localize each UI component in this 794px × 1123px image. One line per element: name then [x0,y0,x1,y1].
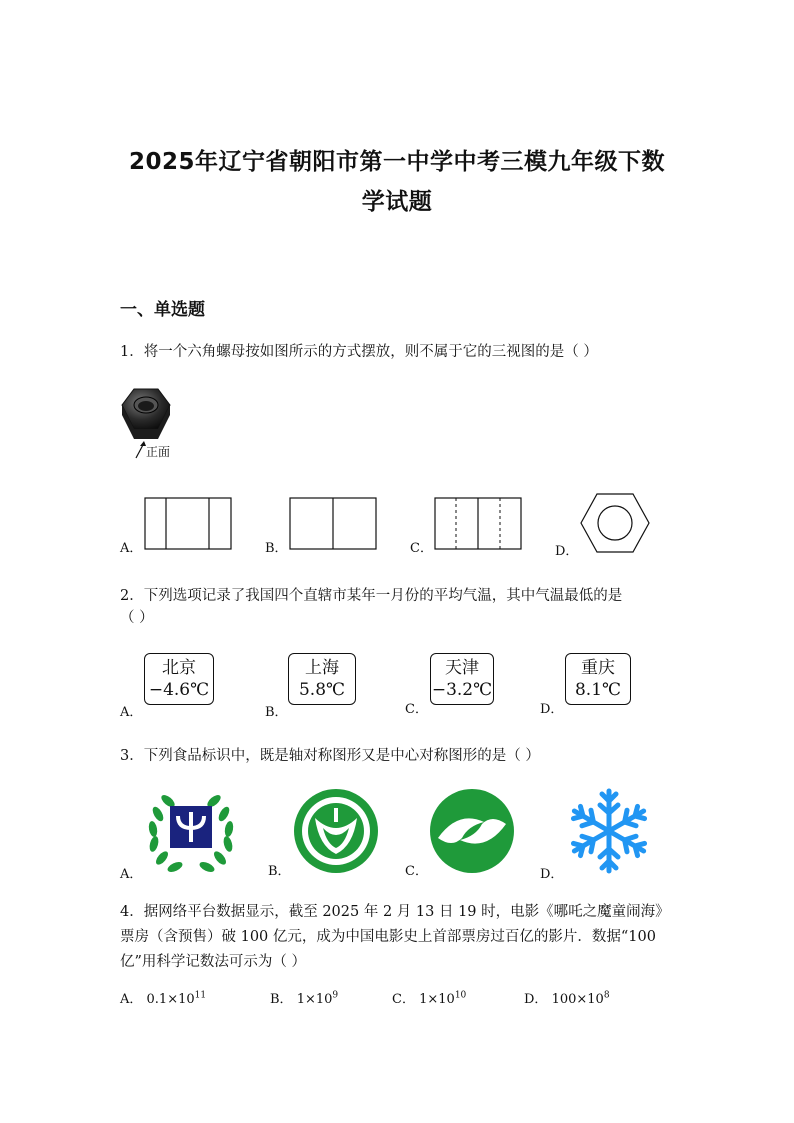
q3-option-c-label: C． [405,864,428,879]
q1-option-c-figure [434,497,524,551]
q2-option-d-sign [565,653,631,705]
q2-option-b-temp: 5.8℃ [298,680,346,700]
q2-option-d-temp: 8.1℃ [574,680,622,700]
q4-option-b-label: B． [270,992,293,1007]
question-2-stem-line2: （ ） [120,610,154,626]
q4-option-b-base: 1×10 [296,992,333,1007]
q3-option-d-snowflake-logo [566,786,652,876]
q1-option-d-figure [577,491,653,555]
front-label: 正面 [146,445,171,459]
q4-option-b-exp: 9 [332,990,339,1001]
q3-option-b-green-food-logo [293,788,379,874]
q1-option-a-figure [144,497,232,551]
question-4-stem-line3: 亿”用科学记数法可示为（ ） [120,954,307,970]
q2-option-c-city: 天津 [445,658,479,678]
q1-option-d-label: D． [555,544,579,559]
q1-option-b-figure [289,497,379,551]
question-4-stem-line2: 票房（含预售）破 100 亿元，成为中国电影史上首部票房过百亿的影片．数据“100 [120,929,656,945]
q2-option-a-temp: −4.6℃ [148,680,210,700]
q2-option-d-city: 重庆 [581,658,615,678]
q4-option-b [270,988,338,1007]
q2-option-a-sign [144,653,214,705]
q2-option-c-temp: −3.2℃ [431,680,493,700]
section-heading: 一、单选题 [120,300,205,320]
q4-option-c-base: 1×10 [419,992,455,1007]
q2-option-a-label: A． [120,705,143,720]
q1-option-c-label: C． [410,541,433,556]
q3-option-b-label: B． [268,864,291,879]
question-3-stem: 3．下列食品标识中，既是轴对称图形又是中心对称图形的是（ ） [120,748,540,764]
q4-option-d-base: 100×10 [551,992,604,1007]
q4-option-c-label: C． [392,992,415,1007]
page-title-line2: 学试题 [361,189,433,215]
q4-option-d [524,988,610,1007]
q4-option-a-label: A． [120,992,143,1007]
q4-option-a-exp: 11 [194,990,207,1001]
q4-option-c-exp: 10 [454,990,467,1001]
page-title-line1: 2025年辽宁省朝阳市第一中学中考三模九年级下数 [128,149,665,175]
q2-option-c-label: C． [405,702,428,717]
q3-option-d-label: D． [540,867,564,882]
q2-option-c-sign [430,653,494,705]
q4-option-d-exp: 8 [603,990,610,1001]
question-4-stem-line1: 4．据网络平台数据显示，截至 2025 年 2 月 13 日 19 时，电影《哪吒之魔童闹海》 [120,904,670,920]
q4-option-d-label: D． [524,992,548,1007]
q4-option-a-base: 0.1×10 [146,992,195,1007]
question-1-stem: 1．将一个六角螺母按如图所示的方式摆放，则不属于它的三视图的是（ ） [120,344,598,360]
q1-option-a-label: A． [120,541,143,556]
q4-option-c [392,988,466,1007]
question-2-stem-line1: 2．下列选项记录了我国四个直辖市某年一月份的平均气温，其中气温最低的是 [120,588,623,604]
q1-option-b-label: B． [265,541,288,556]
q2-option-b-label: B． [265,705,288,720]
q4-option-a [120,988,206,1007]
q2-option-a-city: 北京 [162,658,196,678]
q2-option-d-label: D． [540,702,564,717]
q2-option-b-sign [288,653,356,705]
q3-option-a-laurel-logo [143,784,239,876]
q3-option-c-leaf-logo [428,788,516,874]
q3-option-a-label: A． [120,867,143,882]
q2-option-b-city: 上海 [305,658,339,678]
